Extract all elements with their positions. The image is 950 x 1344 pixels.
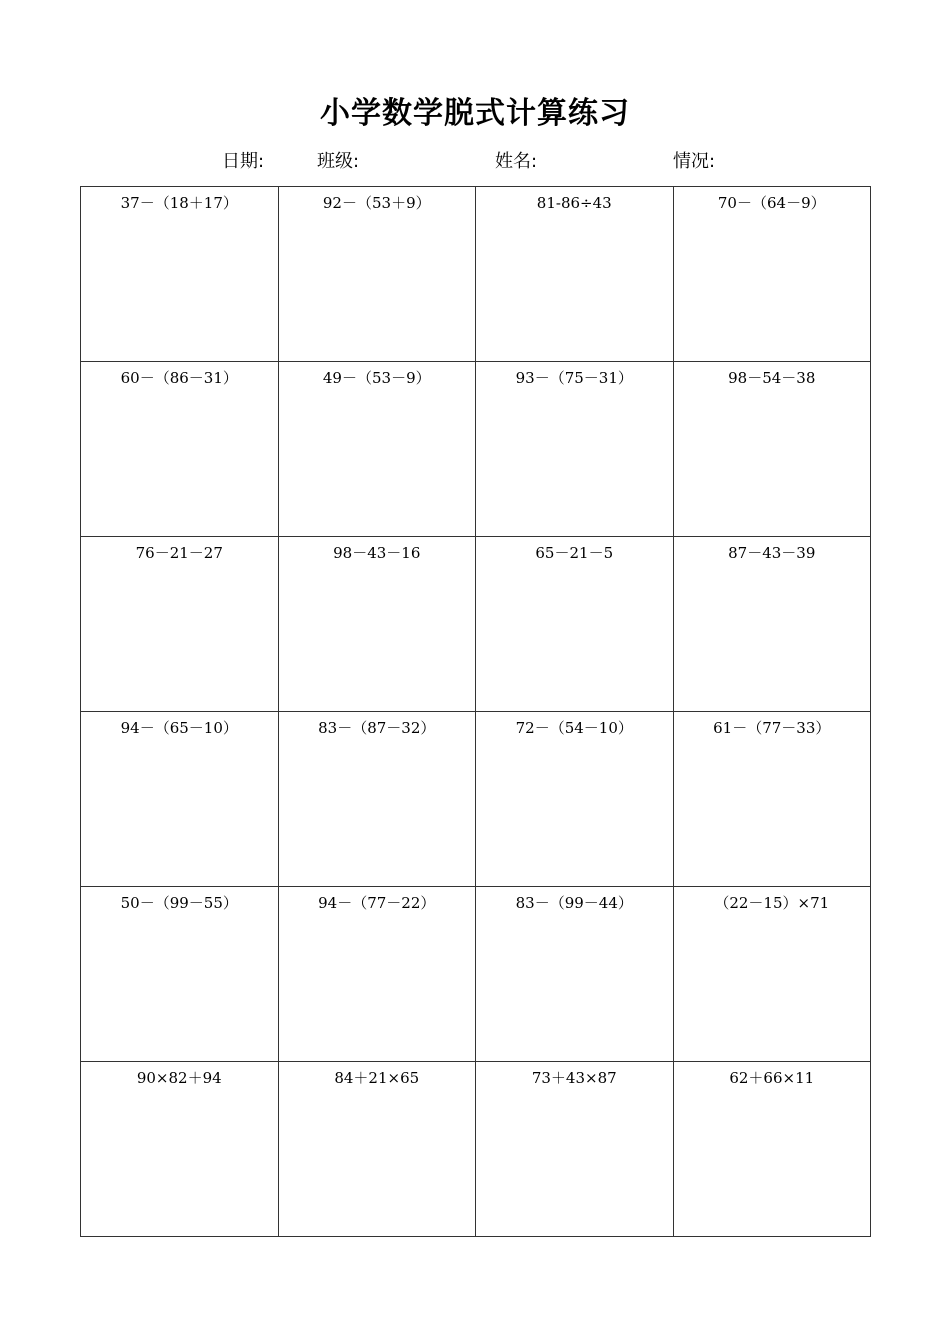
problem-cell <box>279 887 477 1062</box>
problem-cell <box>81 1062 279 1237</box>
problem-expression: 81-86÷43 <box>536 194 612 212</box>
problem-cell <box>674 712 872 887</box>
problem-expression: 72－（54－10） <box>515 719 633 737</box>
problem-grid <box>80 186 871 1237</box>
name-label: 姓名: <box>495 151 538 172</box>
problem-expression: 94－（65－10） <box>120 719 238 737</box>
problem-expression: 98－54－38 <box>728 369 816 387</box>
problem-expression: 92－（53＋9） <box>322 194 431 212</box>
problem-cell <box>476 362 674 537</box>
problem-expression: 84＋21×65 <box>334 1069 420 1087</box>
problem-expression: 50－（99－55） <box>120 894 238 912</box>
problem-expression: 90×82＋94 <box>136 1069 222 1087</box>
problem-expression: （22－15）×71 <box>714 894 830 912</box>
problem-cell <box>674 1062 872 1237</box>
problem-cell <box>81 712 279 887</box>
problem-cell <box>279 1062 477 1237</box>
problem-cell <box>674 887 872 1062</box>
problem-expression: 98－43－16 <box>333 544 421 562</box>
problem-cell <box>476 887 674 1062</box>
problem-cell <box>81 887 279 1062</box>
problem-expression: 61－（77－33） <box>713 719 831 737</box>
problem-expression: 73＋43×87 <box>531 1069 617 1087</box>
problem-cell <box>81 362 279 537</box>
problem-expression: 49－（53－9） <box>322 369 431 387</box>
problem-cell <box>81 537 279 712</box>
problem-expression: 76－21－27 <box>135 544 223 562</box>
problem-cell <box>674 537 872 712</box>
date-label: 日期: <box>222 151 265 172</box>
problem-cell <box>476 712 674 887</box>
problem-expression: 83－（99－44） <box>515 894 633 912</box>
problem-expression: 62＋66×11 <box>729 1069 815 1087</box>
problem-expression: 94－（77－22） <box>318 894 436 912</box>
problem-cell <box>476 537 674 712</box>
problem-cell <box>476 187 674 362</box>
problem-cell <box>81 187 279 362</box>
problem-cell <box>674 187 872 362</box>
problem-cell <box>279 187 477 362</box>
problem-expression: 93－（75－31） <box>515 369 633 387</box>
problem-cell <box>279 712 477 887</box>
problem-expression: 70－（64－9） <box>717 194 826 212</box>
status-label: 情况: <box>673 151 716 172</box>
problem-expression: 87－43－39 <box>728 544 816 562</box>
problem-cell <box>476 1062 674 1237</box>
problem-cell <box>279 537 477 712</box>
problem-expression: 83－（87－32） <box>318 719 436 737</box>
problem-cell <box>674 362 872 537</box>
problem-cell <box>279 362 477 537</box>
class-label: 班级: <box>317 151 360 172</box>
problem-expression: 60－（86－31） <box>120 369 238 387</box>
problem-expression: 65－21－5 <box>535 544 614 562</box>
problem-expression: 37－（18＋17） <box>120 194 238 212</box>
worksheet-title: 小学数学脱式计算练习 <box>320 96 630 131</box>
